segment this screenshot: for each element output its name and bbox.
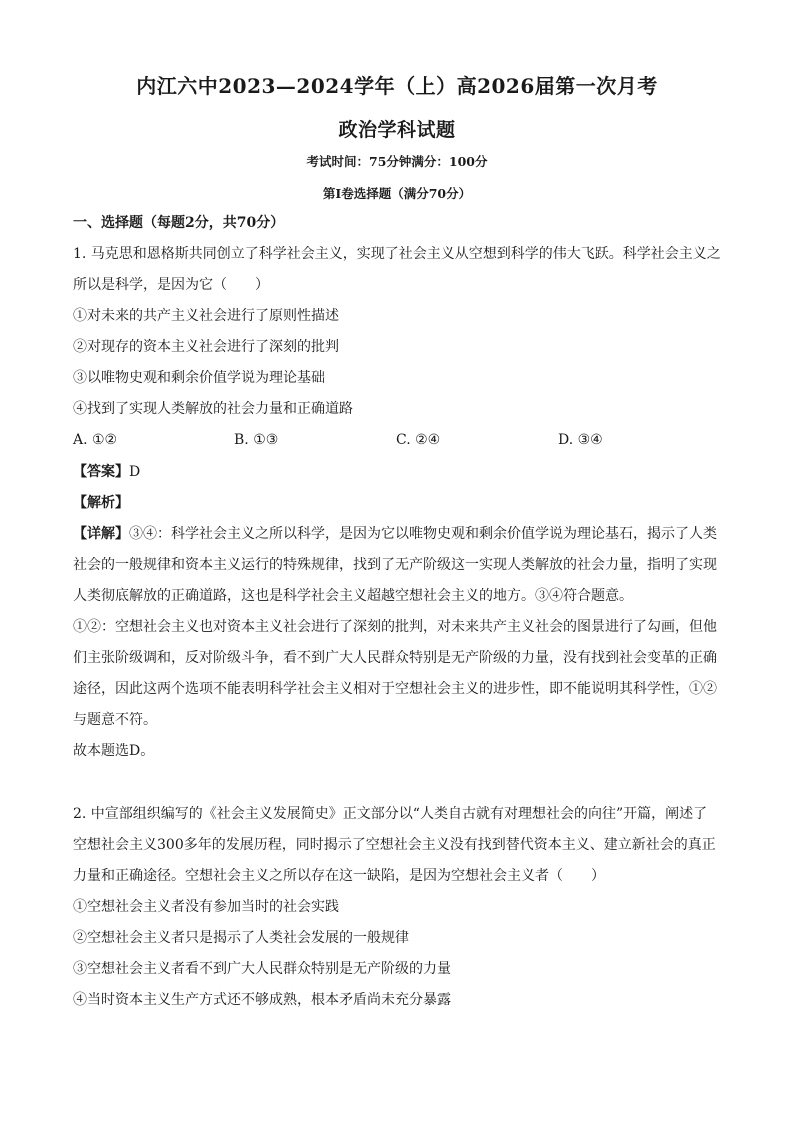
volume-heading: 第Ⅰ卷选择题（满分70分） (322, 186, 472, 201)
q1-detail-line-7: 与题意不符。 (73, 712, 157, 728)
q2-statement-1: ①空想社会主义者没有参加当时的社会实践 (73, 899, 339, 915)
q1-statement-2: ②对现存的资本主义社会进行了深刻的批判 (73, 339, 339, 355)
exam-info: 考试时间：75分钟满分：100分 (306, 154, 488, 169)
q1-answer (73, 462, 733, 482)
q2-stem-line-2: 空想社会主义300多年的发展历程，同时揭示了空想社会主义没有找到替代资本主义、建立新社会的真正 (73, 837, 716, 853)
analysis-tag: 【解析】 (73, 495, 129, 511)
answer-tag: 【答案】 (73, 464, 129, 480)
q1-detail-line-1 (73, 524, 733, 544)
q1-detail-line-5: 们主张阶级调和，反对阶级斗争，看不到广大人民群众特别是无产阶级的力量，没有找到社会变革的正确 (73, 650, 717, 666)
q1-stem-line-1: 1. 马克思和恩格斯共同创立了科学社会主义，实现了社会主义从空想到科学的伟大飞跃。科学社会主义之 (73, 246, 721, 262)
q1-detail-line-3: 人类彻底解放的正确道路，这也是科学社会主义超越空想社会主义的地方。③④符合题意。 (73, 588, 633, 604)
q2-statement-3: ③空想社会主义者看不到广大人民群众特别是无产阶级的力量 (73, 961, 451, 977)
detail-tag: 【详解】 (73, 526, 129, 542)
detail-text-1: ③④：科学社会主义之所以科学，是因为它以唯物史观和剩余价值学说为理论基石，揭示了人类 (129, 526, 717, 542)
q2-statement-4: ④当时资本主义生产方式还不够成熟，根本矛盾尚未充分暴露 (73, 992, 451, 1008)
exam-title: 内江六中2023—2024学年（上）高2026届第一次月考 (136, 74, 658, 98)
q1-statement-1: ①对未来的共产主义社会进行了原则性描述 (73, 308, 339, 324)
q1-detail-line-4: ①②：空想社会主义也对资本主义社会进行了深刻的批判，对未来共产主义社会的图景进行了勾画，但他 (73, 619, 717, 635)
q1-option-b: B. ①③ (234, 432, 279, 448)
answer-value: D (129, 464, 141, 480)
q1-statement-4: ④找到了实现人类解放的社会力量和正确道路 (73, 401, 353, 417)
q1-stem-line-2: 所以是科学，是因为它（ ） (73, 277, 269, 293)
section-heading: 一、选择题（每题2分，共70分） (73, 215, 285, 231)
q2-stem-line-3: 力量和正确途径。空想社会主义之所以存在这一缺陷，是因为空想社会主义者（ ） (73, 868, 605, 884)
q1-statement-3: ③以唯物史观和剩余价值学说为理论基础 (73, 370, 325, 386)
q2-stem-line-1: 2. 中宣部组织编写的《社会主义发展简史》正文部分以“人类自古就有对理想社会的向往”开篇，阐述了 (73, 806, 708, 822)
q1-detail-line-2: 社会的一般规律和资本主义运行的特殊规律，找到了无产阶级这一实现人类解放的社会力量，指明了实现 (73, 557, 717, 573)
q1-option-d: D. ③④ (558, 432, 603, 448)
q1-conclusion: 故本题选D。 (73, 743, 155, 759)
q1-option-a: A. ①② (73, 432, 118, 448)
q2-statement-2: ②空想社会主义者只是揭示了人类社会发展的一般规律 (73, 930, 409, 946)
q1-detail-line-6: 途径，因此这两个选项不能表明科学社会主义相对于空想社会主义的进步性，即不能说明其科学性，①② (73, 681, 717, 697)
q1-option-c: C. ②④ (396, 432, 441, 448)
subject-title: 政治学科试题 (338, 119, 456, 141)
